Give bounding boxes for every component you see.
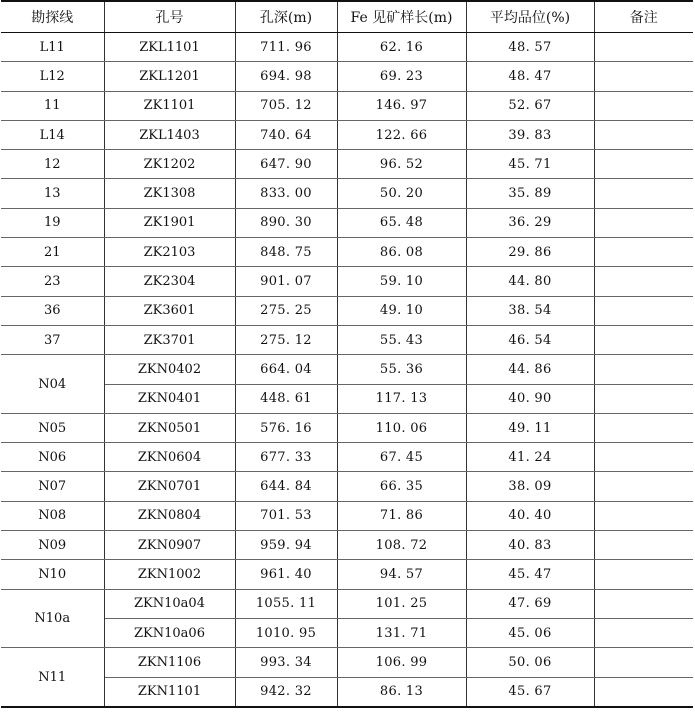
cell-average-grade: 45. 67 bbox=[466, 677, 594, 707]
cell-average-grade: 47. 69 bbox=[466, 589, 594, 618]
cell-hole-depth: 890. 30 bbox=[235, 208, 337, 237]
cell-average-grade: 45. 71 bbox=[466, 150, 594, 179]
cell-hole-depth: 275. 25 bbox=[235, 296, 337, 325]
table-row bbox=[1, 589, 693, 618]
cell-hole-id: ZKN1101 bbox=[104, 677, 235, 707]
header-hole-id: 孔号 bbox=[104, 1, 235, 33]
table-row bbox=[1, 443, 693, 472]
cell-remarks bbox=[594, 355, 693, 384]
cell-hole-id: ZK3601 bbox=[104, 296, 235, 325]
cell-hole-depth: 959. 94 bbox=[235, 531, 337, 560]
cell-exploration-line: 12 bbox=[1, 150, 104, 179]
table-row bbox=[1, 179, 693, 208]
cell-hole-id: ZK2304 bbox=[104, 267, 235, 296]
cell-average-grade: 48. 57 bbox=[466, 33, 594, 62]
table-row bbox=[1, 267, 693, 296]
cell-hole-depth: 677. 33 bbox=[235, 443, 337, 472]
cell-fe-sample-length: 96. 52 bbox=[337, 150, 466, 179]
drillhole-table bbox=[1, 0, 693, 708]
cell-hole-id: ZKN0907 bbox=[104, 531, 235, 560]
cell-fe-sample-length: 108. 72 bbox=[337, 531, 466, 560]
cell-hole-depth: 942. 32 bbox=[235, 677, 337, 707]
cell-exploration-line: 11 bbox=[1, 91, 104, 120]
cell-hole-id: ZKL1403 bbox=[104, 120, 235, 149]
cell-remarks bbox=[594, 179, 693, 208]
cell-average-grade: 35. 89 bbox=[466, 179, 594, 208]
cell-hole-depth: 694. 98 bbox=[235, 62, 337, 91]
cell-fe-sample-length: 66. 35 bbox=[337, 472, 466, 501]
cell-remarks bbox=[594, 120, 693, 149]
cell-remarks bbox=[594, 413, 693, 442]
cell-average-grade: 40. 90 bbox=[466, 384, 594, 413]
cell-hole-id: ZKN0604 bbox=[104, 443, 235, 472]
table-row bbox=[1, 413, 693, 442]
cell-hole-depth: 961. 40 bbox=[235, 560, 337, 589]
cell-hole-depth: 848. 75 bbox=[235, 238, 337, 267]
cell-remarks bbox=[594, 472, 693, 501]
cell-hole-id: ZKL1201 bbox=[104, 62, 235, 91]
cell-average-grade: 44. 86 bbox=[466, 355, 594, 384]
cell-average-grade: 44. 80 bbox=[466, 267, 594, 296]
cell-hole-id: ZK1202 bbox=[104, 150, 235, 179]
cell-hole-id: ZKN0401 bbox=[104, 384, 235, 413]
cell-exploration-line: 19 bbox=[1, 208, 104, 237]
cell-hole-id: ZK2103 bbox=[104, 238, 235, 267]
table-row bbox=[1, 531, 693, 560]
header-exploration-line: 勘探线 bbox=[1, 1, 104, 33]
header-remarks: 备注 bbox=[594, 1, 693, 33]
table-body bbox=[1, 33, 693, 707]
cell-exploration-line: N05 bbox=[1, 413, 104, 442]
table-row bbox=[1, 501, 693, 530]
cell-average-grade: 40. 83 bbox=[466, 531, 594, 560]
cell-hole-id: ZKN0804 bbox=[104, 501, 235, 530]
cell-exploration-line: 23 bbox=[1, 267, 104, 296]
cell-hole-id: ZKN0501 bbox=[104, 413, 235, 442]
cell-average-grade: 29. 86 bbox=[466, 238, 594, 267]
cell-remarks bbox=[594, 208, 693, 237]
cell-fe-sample-length: 101. 25 bbox=[337, 589, 466, 618]
cell-fe-sample-length: 94. 57 bbox=[337, 560, 466, 589]
cell-fe-sample-length: 86. 13 bbox=[337, 677, 466, 707]
cell-exploration-line: N10 bbox=[1, 560, 104, 589]
cell-hole-id: ZKN1002 bbox=[104, 560, 235, 589]
table-row bbox=[1, 62, 693, 91]
cell-remarks bbox=[594, 501, 693, 530]
cell-fe-sample-length: 69. 23 bbox=[337, 62, 466, 91]
cell-exploration-line: 36 bbox=[1, 296, 104, 325]
table-row bbox=[1, 648, 693, 677]
table-row bbox=[1, 355, 693, 384]
table-row bbox=[1, 238, 693, 267]
cell-exploration-line: N06 bbox=[1, 443, 104, 472]
cell-average-grade: 49. 11 bbox=[466, 413, 594, 442]
cell-hole-id: ZK1308 bbox=[104, 179, 235, 208]
cell-hole-id: ZKN10a04 bbox=[104, 589, 235, 618]
cell-remarks bbox=[594, 648, 693, 677]
cell-remarks bbox=[594, 531, 693, 560]
table-row bbox=[1, 384, 693, 413]
cell-exploration-line: N10a bbox=[1, 589, 104, 648]
cell-hole-depth: 833. 00 bbox=[235, 179, 337, 208]
table-row bbox=[1, 33, 693, 62]
cell-exploration-line: 37 bbox=[1, 325, 104, 354]
cell-hole-depth: 740. 64 bbox=[235, 120, 337, 149]
cell-fe-sample-length: 146. 97 bbox=[337, 91, 466, 120]
cell-fe-sample-length: 131. 71 bbox=[337, 618, 466, 647]
cell-hole-depth: 1010. 95 bbox=[235, 618, 337, 647]
cell-remarks bbox=[594, 560, 693, 589]
cell-average-grade: 46. 54 bbox=[466, 325, 594, 354]
cell-fe-sample-length: 106. 99 bbox=[337, 648, 466, 677]
cell-remarks bbox=[594, 296, 693, 325]
cell-exploration-line: L14 bbox=[1, 120, 104, 149]
cell-remarks bbox=[594, 91, 693, 120]
cell-average-grade: 41. 24 bbox=[466, 443, 594, 472]
cell-remarks bbox=[594, 677, 693, 707]
cell-remarks bbox=[594, 443, 693, 472]
cell-hole-depth: 275. 12 bbox=[235, 325, 337, 354]
cell-hole-depth: 1055. 11 bbox=[235, 589, 337, 618]
cell-hole-depth: 647. 90 bbox=[235, 150, 337, 179]
cell-average-grade: 50. 06 bbox=[466, 648, 594, 677]
cell-hole-depth: 664. 04 bbox=[235, 355, 337, 384]
cell-average-grade: 45. 47 bbox=[466, 560, 594, 589]
cell-hole-depth: 711. 96 bbox=[235, 33, 337, 62]
table-row bbox=[1, 677, 693, 707]
cell-hole-id: ZKN0402 bbox=[104, 355, 235, 384]
table-row bbox=[1, 208, 693, 237]
cell-average-grade: 48. 47 bbox=[466, 62, 594, 91]
cell-hole-depth: 576. 16 bbox=[235, 413, 337, 442]
cell-hole-id: ZKL1101 bbox=[104, 33, 235, 62]
cell-exploration-line: N04 bbox=[1, 355, 104, 414]
header-fe-sample-length: Fe 见矿样长(m) bbox=[337, 1, 466, 33]
cell-hole-depth: 901. 07 bbox=[235, 267, 337, 296]
cell-fe-sample-length: 62. 16 bbox=[337, 33, 466, 62]
cell-average-grade: 36. 29 bbox=[466, 208, 594, 237]
table-row bbox=[1, 296, 693, 325]
cell-remarks bbox=[594, 150, 693, 179]
cell-exploration-line: 13 bbox=[1, 179, 104, 208]
cell-fe-sample-length: 110. 06 bbox=[337, 413, 466, 442]
table-header-row bbox=[1, 1, 693, 33]
cell-fe-sample-length: 122. 66 bbox=[337, 120, 466, 149]
cell-average-grade: 52. 67 bbox=[466, 91, 594, 120]
table-row bbox=[1, 91, 693, 120]
cell-hole-id: ZKN0701 bbox=[104, 472, 235, 501]
cell-fe-sample-length: 55. 43 bbox=[337, 325, 466, 354]
cell-remarks bbox=[594, 238, 693, 267]
cell-hole-id: ZKN10a06 bbox=[104, 618, 235, 647]
cell-exploration-line: N09 bbox=[1, 531, 104, 560]
cell-remarks bbox=[594, 618, 693, 647]
cell-fe-sample-length: 50. 20 bbox=[337, 179, 466, 208]
cell-fe-sample-length: 65. 48 bbox=[337, 208, 466, 237]
cell-fe-sample-length: 117. 13 bbox=[337, 384, 466, 413]
table-row bbox=[1, 120, 693, 149]
cell-hole-depth: 705. 12 bbox=[235, 91, 337, 120]
cell-exploration-line: N07 bbox=[1, 472, 104, 501]
header-hole-depth: 孔深(m) bbox=[235, 1, 337, 33]
cell-hole-depth: 448. 61 bbox=[235, 384, 337, 413]
cell-fe-sample-length: 67. 45 bbox=[337, 443, 466, 472]
cell-fe-sample-length: 55. 36 bbox=[337, 355, 466, 384]
cell-exploration-line: N11 bbox=[1, 648, 104, 707]
header-average-grade: 平均品位(%) bbox=[466, 1, 594, 33]
cell-exploration-line: L11 bbox=[1, 33, 104, 62]
cell-hole-id: ZK3701 bbox=[104, 325, 235, 354]
cell-hole-id: ZK1101 bbox=[104, 91, 235, 120]
table-row bbox=[1, 560, 693, 589]
drillhole-table-container bbox=[1, 0, 693, 708]
cell-average-grade: 45. 06 bbox=[466, 618, 594, 647]
cell-exploration-line: N08 bbox=[1, 501, 104, 530]
cell-fe-sample-length: 49. 10 bbox=[337, 296, 466, 325]
cell-remarks bbox=[594, 384, 693, 413]
cell-hole-depth: 993. 34 bbox=[235, 648, 337, 677]
cell-exploration-line: L12 bbox=[1, 62, 104, 91]
cell-hole-depth: 644. 84 bbox=[235, 472, 337, 501]
cell-fe-sample-length: 86. 08 bbox=[337, 238, 466, 267]
cell-exploration-line: 21 bbox=[1, 238, 104, 267]
cell-remarks bbox=[594, 589, 693, 618]
cell-hole-depth: 701. 53 bbox=[235, 501, 337, 530]
table-row bbox=[1, 472, 693, 501]
cell-average-grade: 39. 83 bbox=[466, 120, 594, 149]
cell-remarks bbox=[594, 267, 693, 296]
cell-hole-id: ZKN1106 bbox=[104, 648, 235, 677]
cell-remarks bbox=[594, 62, 693, 91]
cell-average-grade: 38. 54 bbox=[466, 296, 594, 325]
table-row bbox=[1, 150, 693, 179]
cell-hole-id: ZK1901 bbox=[104, 208, 235, 237]
cell-remarks bbox=[594, 325, 693, 354]
table-row bbox=[1, 618, 693, 647]
table-row bbox=[1, 325, 693, 354]
cell-average-grade: 40. 40 bbox=[466, 501, 594, 530]
cell-fe-sample-length: 59. 10 bbox=[337, 267, 466, 296]
cell-fe-sample-length: 71. 86 bbox=[337, 501, 466, 530]
cell-average-grade: 38. 09 bbox=[466, 472, 594, 501]
cell-remarks bbox=[594, 33, 693, 62]
